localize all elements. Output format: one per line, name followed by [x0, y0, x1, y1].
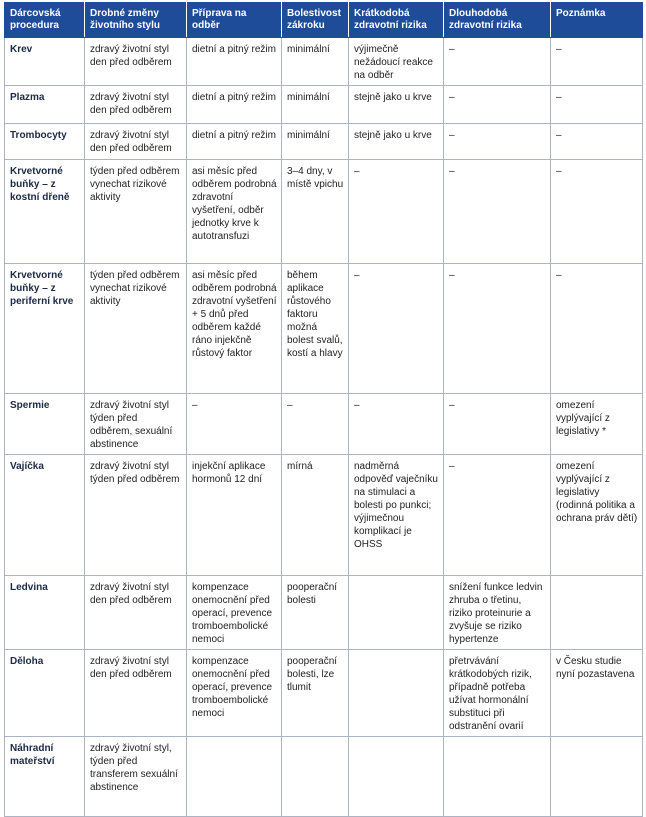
- cell-pain: minimální: [282, 124, 349, 160]
- cell-preparation: dietní a pitný režim: [187, 124, 282, 160]
- cell-short-term-risks: [349, 650, 444, 737]
- donor-procedures-table: [4, 2, 643, 817]
- cell-short-term-risks: [349, 576, 444, 650]
- cell-procedure: Krvetvorné buňky – z periferní krve: [5, 264, 85, 394]
- cell-procedure: Ledvina: [5, 576, 85, 650]
- cell-long-term-risks: –: [444, 394, 551, 455]
- cell-note: v Česku studie nyní pozastavena: [551, 650, 643, 737]
- cell-procedure: Plazma: [5, 86, 85, 124]
- cell-pain: pooperační bolesti, lze tlumit: [282, 650, 349, 737]
- cell-short-term-risks: –: [349, 394, 444, 455]
- header-cell-long-term-risks: Dlouhodobá zdravotní rizika: [444, 3, 551, 38]
- cell-note: omezení vyplývající z legislativy (rodinná politika a ochrana práv dětí): [551, 455, 643, 576]
- header-cell-preparation: Příprava na odběr: [187, 3, 282, 38]
- cell-note: [551, 737, 643, 817]
- cell-lifestyle: týden před odběrem vynechat rizikové aktivity: [85, 264, 187, 394]
- cell-long-term-risks: –: [444, 38, 551, 86]
- table-header: [5, 3, 643, 38]
- cell-preparation: kompenzace onemocnění před operací, prevence tromboembolické nemoci: [187, 576, 282, 650]
- cell-lifestyle: zdravý životní styl týden před odběrem: [85, 455, 187, 576]
- cell-long-term-risks: –: [444, 455, 551, 576]
- cell-procedure: Děloha: [5, 650, 85, 737]
- cell-lifestyle: zdravý životní styl den před odběrem: [85, 124, 187, 160]
- cell-pain: minimální: [282, 86, 349, 124]
- cell-procedure: Spermie: [5, 394, 85, 455]
- cell-preparation: dietní a pitný režim: [187, 38, 282, 86]
- cell-short-term-risks: –: [349, 264, 444, 394]
- cell-procedure: Krvetvorné buňky – z kostní dřeně: [5, 160, 85, 264]
- header-cell-note: Poznámka: [551, 3, 643, 38]
- cell-lifestyle: zdravý životní styl den před odběrem: [85, 38, 187, 86]
- cell-preparation: kompenzace onemocnění před operací, prevence tromboembolické nemoci: [187, 650, 282, 737]
- cell-preparation: asi měsíc před odběrem podrobná zdravotní vyšetření + 5 dnů před odběrem každé ráno injekčně růstový faktor: [187, 264, 282, 394]
- table-row: [5, 160, 643, 264]
- table-row: [5, 394, 643, 455]
- header-cell-pain: Bolestivost zákroku: [282, 3, 349, 38]
- cell-procedure: Náhradní mateřství: [5, 737, 85, 817]
- cell-short-term-risks: výjimečně nežádoucí reakce na odběr: [349, 38, 444, 86]
- cell-note: –: [551, 86, 643, 124]
- cell-pain: [282, 737, 349, 817]
- cell-note: –: [551, 160, 643, 264]
- cell-long-term-risks: [444, 737, 551, 817]
- cell-lifestyle: zdravý životní styl den před odběrem: [85, 86, 187, 124]
- table-row: [5, 264, 643, 394]
- cell-pain: minimální: [282, 38, 349, 86]
- cell-procedure: Krev: [5, 38, 85, 86]
- cell-preparation: injekční aplikace hormonů 12 dní: [187, 455, 282, 576]
- cell-long-term-risks: snížení funkce ledvin zhruba o třetinu, riziko proteinurie a zvyšuje se riziko hypertenze: [444, 576, 551, 650]
- cell-short-term-risks: –: [349, 160, 444, 264]
- cell-lifestyle: zdravý životní styl den před odběrem: [85, 650, 187, 737]
- cell-long-term-risks: –: [444, 124, 551, 160]
- cell-short-term-risks: stejně jako u krve: [349, 124, 444, 160]
- table-row: [5, 124, 643, 160]
- cell-long-term-risks: –: [444, 264, 551, 394]
- cell-pain: 3–4 dny, v místě vpichu: [282, 160, 349, 264]
- cell-lifestyle: týden před odběrem vynechat rizikové aktivity: [85, 160, 187, 264]
- table-row: [5, 455, 643, 576]
- cell-note: –: [551, 264, 643, 394]
- cell-pain: pooperační bolesti: [282, 576, 349, 650]
- header-row: [5, 3, 643, 38]
- header-cell-lifestyle: Drobné změny životního stylu: [85, 3, 187, 38]
- header-cell-short-term-risks: Krátkodobá zdravotní rizika: [349, 3, 444, 38]
- table-row: [5, 737, 643, 817]
- cell-note: –: [551, 38, 643, 86]
- header-cell-procedure: Dárcovská procedura: [5, 3, 85, 38]
- cell-preparation: [187, 737, 282, 817]
- cell-note: [551, 576, 643, 650]
- cell-note: omezení vyplývající z legislativy *: [551, 394, 643, 455]
- table-body: [5, 38, 643, 817]
- table-row: [5, 576, 643, 650]
- cell-lifestyle: zdravý životní styl, týden před transferem sexuální abstinence: [85, 737, 187, 817]
- cell-short-term-risks: stejně jako u krve: [349, 86, 444, 124]
- cell-lifestyle: zdravý životní styl den před odběrem: [85, 576, 187, 650]
- cell-procedure: Vajíčka: [5, 455, 85, 576]
- cell-preparation: dietní a pitný režim: [187, 86, 282, 124]
- cell-long-term-risks: –: [444, 86, 551, 124]
- cell-short-term-risks: nadměrná odpověď vaječníku na stimulaci a bolesti po punkci; výjimečnou komplikací je OHSS: [349, 455, 444, 576]
- cell-pain: během aplikace růstového faktoru možná bolest svalů, kostí a hlavy: [282, 264, 349, 394]
- cell-procedure: Trombocyty: [5, 124, 85, 160]
- cell-lifestyle: zdravý životní styl týden před odběrem, sexuální abstinence: [85, 394, 187, 455]
- cell-note: –: [551, 124, 643, 160]
- cell-preparation: asi měsíc před odběrem podrobná zdravotní vyšetření, odběr jednotky krve k autotransfuzi: [187, 160, 282, 264]
- cell-pain: mírná: [282, 455, 349, 576]
- cell-preparation: –: [187, 394, 282, 455]
- table-row: [5, 38, 643, 86]
- table-row: [5, 650, 643, 737]
- cell-pain: –: [282, 394, 349, 455]
- cell-long-term-risks: –: [444, 160, 551, 264]
- table-row: [5, 86, 643, 124]
- cell-short-term-risks: [349, 737, 444, 817]
- cell-long-term-risks: přetrvávání krátkodobých rizik, případně potřeba užívat hormonální substituci při odstranění ovarií: [444, 650, 551, 737]
